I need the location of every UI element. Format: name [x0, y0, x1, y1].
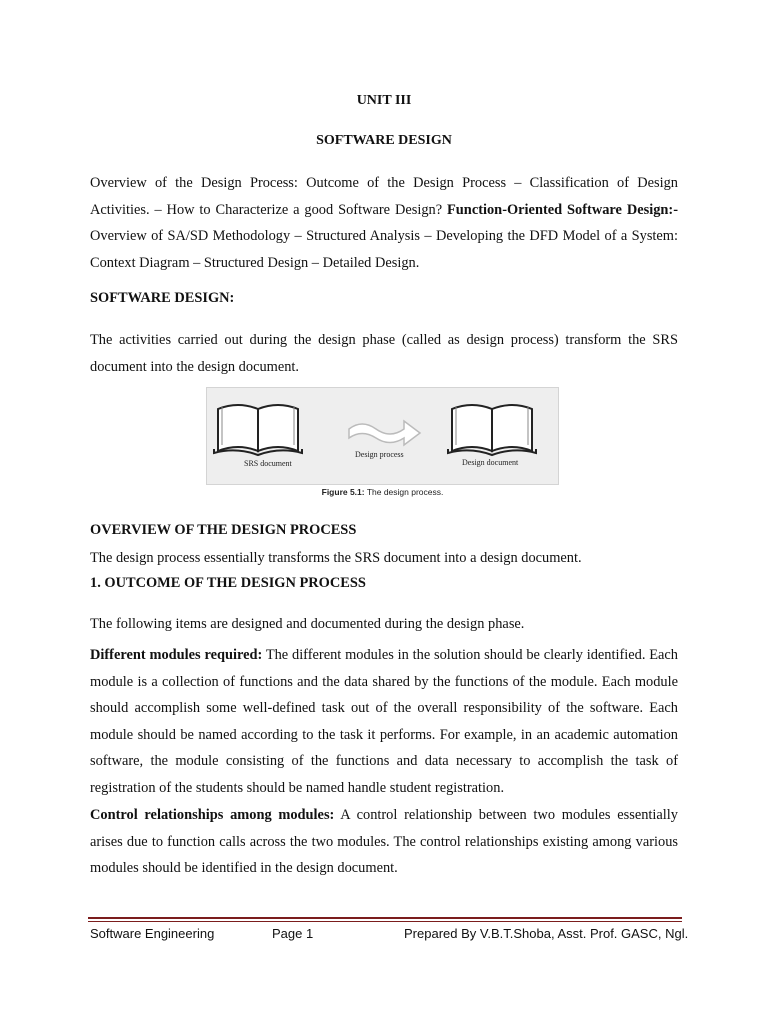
overview-paragraph [90, 170, 678, 276]
overview-text-2: Overview of SA/SD Methodology – Structured Analysis – Developing the DFD Model of a System: Context Diagram – Structured Design – Detailed Design. [90, 228, 678, 271]
footer-subject: Software Engineering [90, 926, 215, 941]
unit-heading: UNIT III [356, 93, 412, 108]
software-design-paragraph: The activities carried out during the design phase (called as design process) transform the SRS document into the design document. [90, 332, 678, 375]
design-document-book-icon [448, 405, 536, 455]
design-process-arrow-icon [349, 421, 420, 445]
design-document-label: Design document [462, 458, 519, 467]
software-design-heading: SOFTWARE DESIGN: [90, 290, 235, 306]
overview-design-process-text: The design process essentially transforms the SRS document into a design document. [90, 550, 582, 566]
footer-rule-thin [88, 921, 682, 922]
figure-caption [206, 487, 559, 497]
design-process-figure [206, 387, 559, 500]
modules-bold: Different modules required: [90, 647, 263, 663]
design-process-label: Design process [355, 450, 404, 459]
outcome-intro: The following items are designed and documented during the design phase. [90, 616, 525, 632]
srs-book-icon [214, 405, 302, 455]
footer-rule-thick [88, 917, 682, 919]
figure-graphic [206, 387, 559, 485]
control-paragraph [90, 802, 678, 882]
modules-text: The different modules in the solution should be clearly identified. Each module is a collection of functions and the data shared by the functions of the module. Each module should accomplish some well-defined task out of the overall responsibility of the software. Each module should be named according to the task it performs. For example, in an academic automation software, the module consisting of the functions and data necessary to accomplish the task of registration of the students should be named handle student registration. [90, 647, 678, 796]
outcome-heading: 1. OUTCOME OF THE DESIGN PROCESS [90, 575, 366, 591]
overview-bold: Function-Oriented Software Design:- [447, 201, 678, 218]
figure-caption-number: Figure 5.1: [321, 487, 365, 497]
modules-paragraph [90, 642, 678, 801]
srs-document-label: SRS document [244, 459, 292, 468]
footer-page-number: Page 1 [272, 926, 314, 941]
control-text: A control relationship between two modules essentially arises due to function calls across the two modules. The control relationships existing among various modules should be identified in the design document. [90, 807, 678, 876]
overview-design-process-heading: OVERVIEW OF THE DESIGN PROCESS [90, 522, 357, 538]
overview-text-1: Overview of the Design Process: Outcome of the Design Process – Classification of Design Activities. – How to Characterize a good Software Design? [90, 175, 678, 218]
figure-caption-text: The design process. [364, 487, 444, 497]
control-bold: Control relationships among modules: [90, 807, 335, 823]
page-title: SOFTWARE DESIGN [316, 133, 452, 148]
footer-author: Prepared By V.B.T.Shoba, Asst. Prof. GASC, Ngl. [404, 926, 689, 941]
